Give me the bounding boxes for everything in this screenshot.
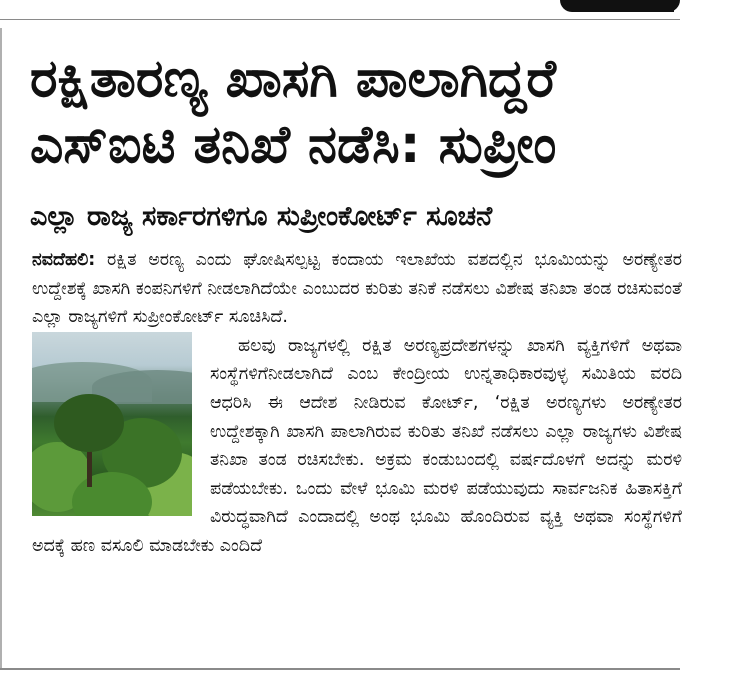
article-body (32, 246, 682, 561)
paragraph-1-text: ರಕ್ಷಿತ ಅರಣ್ಯ ಎಂದು ಘೋಷಿಸಲ್ಪಟ್ಟ ಕಂದಾಯ ಇಲಾಖೆಯ ವಶದಲ್ಲಿನ ಭೂಮಿಯನ್ನು ಅರಣ್ಯೇತರ ಉದ್ದೇಶಕ್ಕೆ ಖಾಸಗಿ ಕಂಪನಿಗಳಿಗೆ ನೀಡಲಾಗಿದೆಯೇ ಎಂಬುದರ ಕುರಿತು ತನಿಕೆ ನಡೆಸಲು ವಿಶೇಷ ತನಿಖಾ ತಂಡ ರಚಿಸುವಂತೆ ಎಲ್ಲಾ ರಾಜ್ಯಗಳಿಗೆ ಸುಪ್ರೀಂಕೋರ್ಟ್ ಸೂಚಿಸಿದೆ. (32, 250, 682, 328)
headline-line-2: ಎಸ್‌ಐಟಿ ತನಿಖೆ ನಡೆಸಿ: ಸುಪ್ರೀಂ (30, 115, 557, 175)
paragraph-2: ಹಲವು ರಾಜ್ಯಗಳಲ್ಲಿ ರಕ್ಷಿತ ಅರಣ್ಯಪ್ರದೇಶಗಳನ್ನು ಖಾಸಗಿ ವ್ಯಕ್ತಿಗಳಿಗೆ ಅಥವಾ ಸಂಸ್ಥೆಗಳಿಗೆನೀಡಲಾಗಿದೆ ಎಂಬ ಕೇಂದ್ರೀಯ ಉನ್ನತಾಧಿಕಾರವುಳ್ಳ ಸಮಿತಿಯ ವರದಿ ಆಧರಿಸಿ ಈ ಆದೇಶ ನೀಡಿರುವ ಕೋರ್ಟ್, ‘ರಕ್ಷಿತ ಅರಣ್ಯಗಳು ಅರಣ್ಯೇತರ ಉದ್ದೇಶಕ್ಕಾಗಿ ಖಾಸಗಿ ಪಾಲಾಗಿರುವ ಕುರಿತು ತನಿಖೆ ನಡೆಸಲು ಎಲ್ಲಾ ರಾಜ್ಯಗಳು ವಿಶೇಷ ತನಿಖಾ ತಂಡ ರಚಿಸಬೇಕು. ಅಕ್ರಮ ಕಂಡುಬಂದಲ್ಲಿ ವರ್ಷದೊಳಗೆ ಅದನ್ನು ಮರಳಿ ಪಡೆಯಬೇಕು. ಒಂದು ವೇಳೆ ಭೂಮಿ ಮರಳಿ ಪಡೆಯುವುದು ಸಾರ್ವಜನಿಕ ಹಿತಾಸಕ್ತಿಗೆ ವಿರುದ್ಧವಾಗಿದೆ ಎಂದಾದಲ್ಲಿ ಅಂಥ ಭೂಮಿ ಹೊಂದಿರುವ ವ್ಯಕ್ತಿ ಅಥವಾ ಸಂಸ್ಥೆಗಳಿಗೆ ಅದಕ್ಕೆ ಹಣ ವಸೂಲಿ ಮಾಡಬೇಕು ಎಂದಿದೆ (32, 335, 682, 556)
dateline: ನವದೆಹಲಿ: (32, 250, 96, 270)
masthead-fragment (560, 0, 680, 12)
bottom-divider (0, 668, 680, 670)
subheadline: ಎಲ್ಲಾ ರಾಜ್ಯ ಸರ್ಕಾರಗಳಿಗೂ ಸುಪ್ರೀಂಕೋರ್ಟ್ ಸೂಚನೆ (30, 201, 493, 232)
column-border (0, 28, 2, 668)
headline (30, 46, 670, 178)
headline-line-1: ರಕ್ಷಿತಾರಣ್ಯ ಖಾಸಗಿ ಪಾಲಾಗಿದ್ದರೆ (30, 49, 556, 109)
top-divider (0, 19, 680, 20)
paragraph-1 (32, 246, 682, 332)
forest-photo (32, 332, 192, 516)
